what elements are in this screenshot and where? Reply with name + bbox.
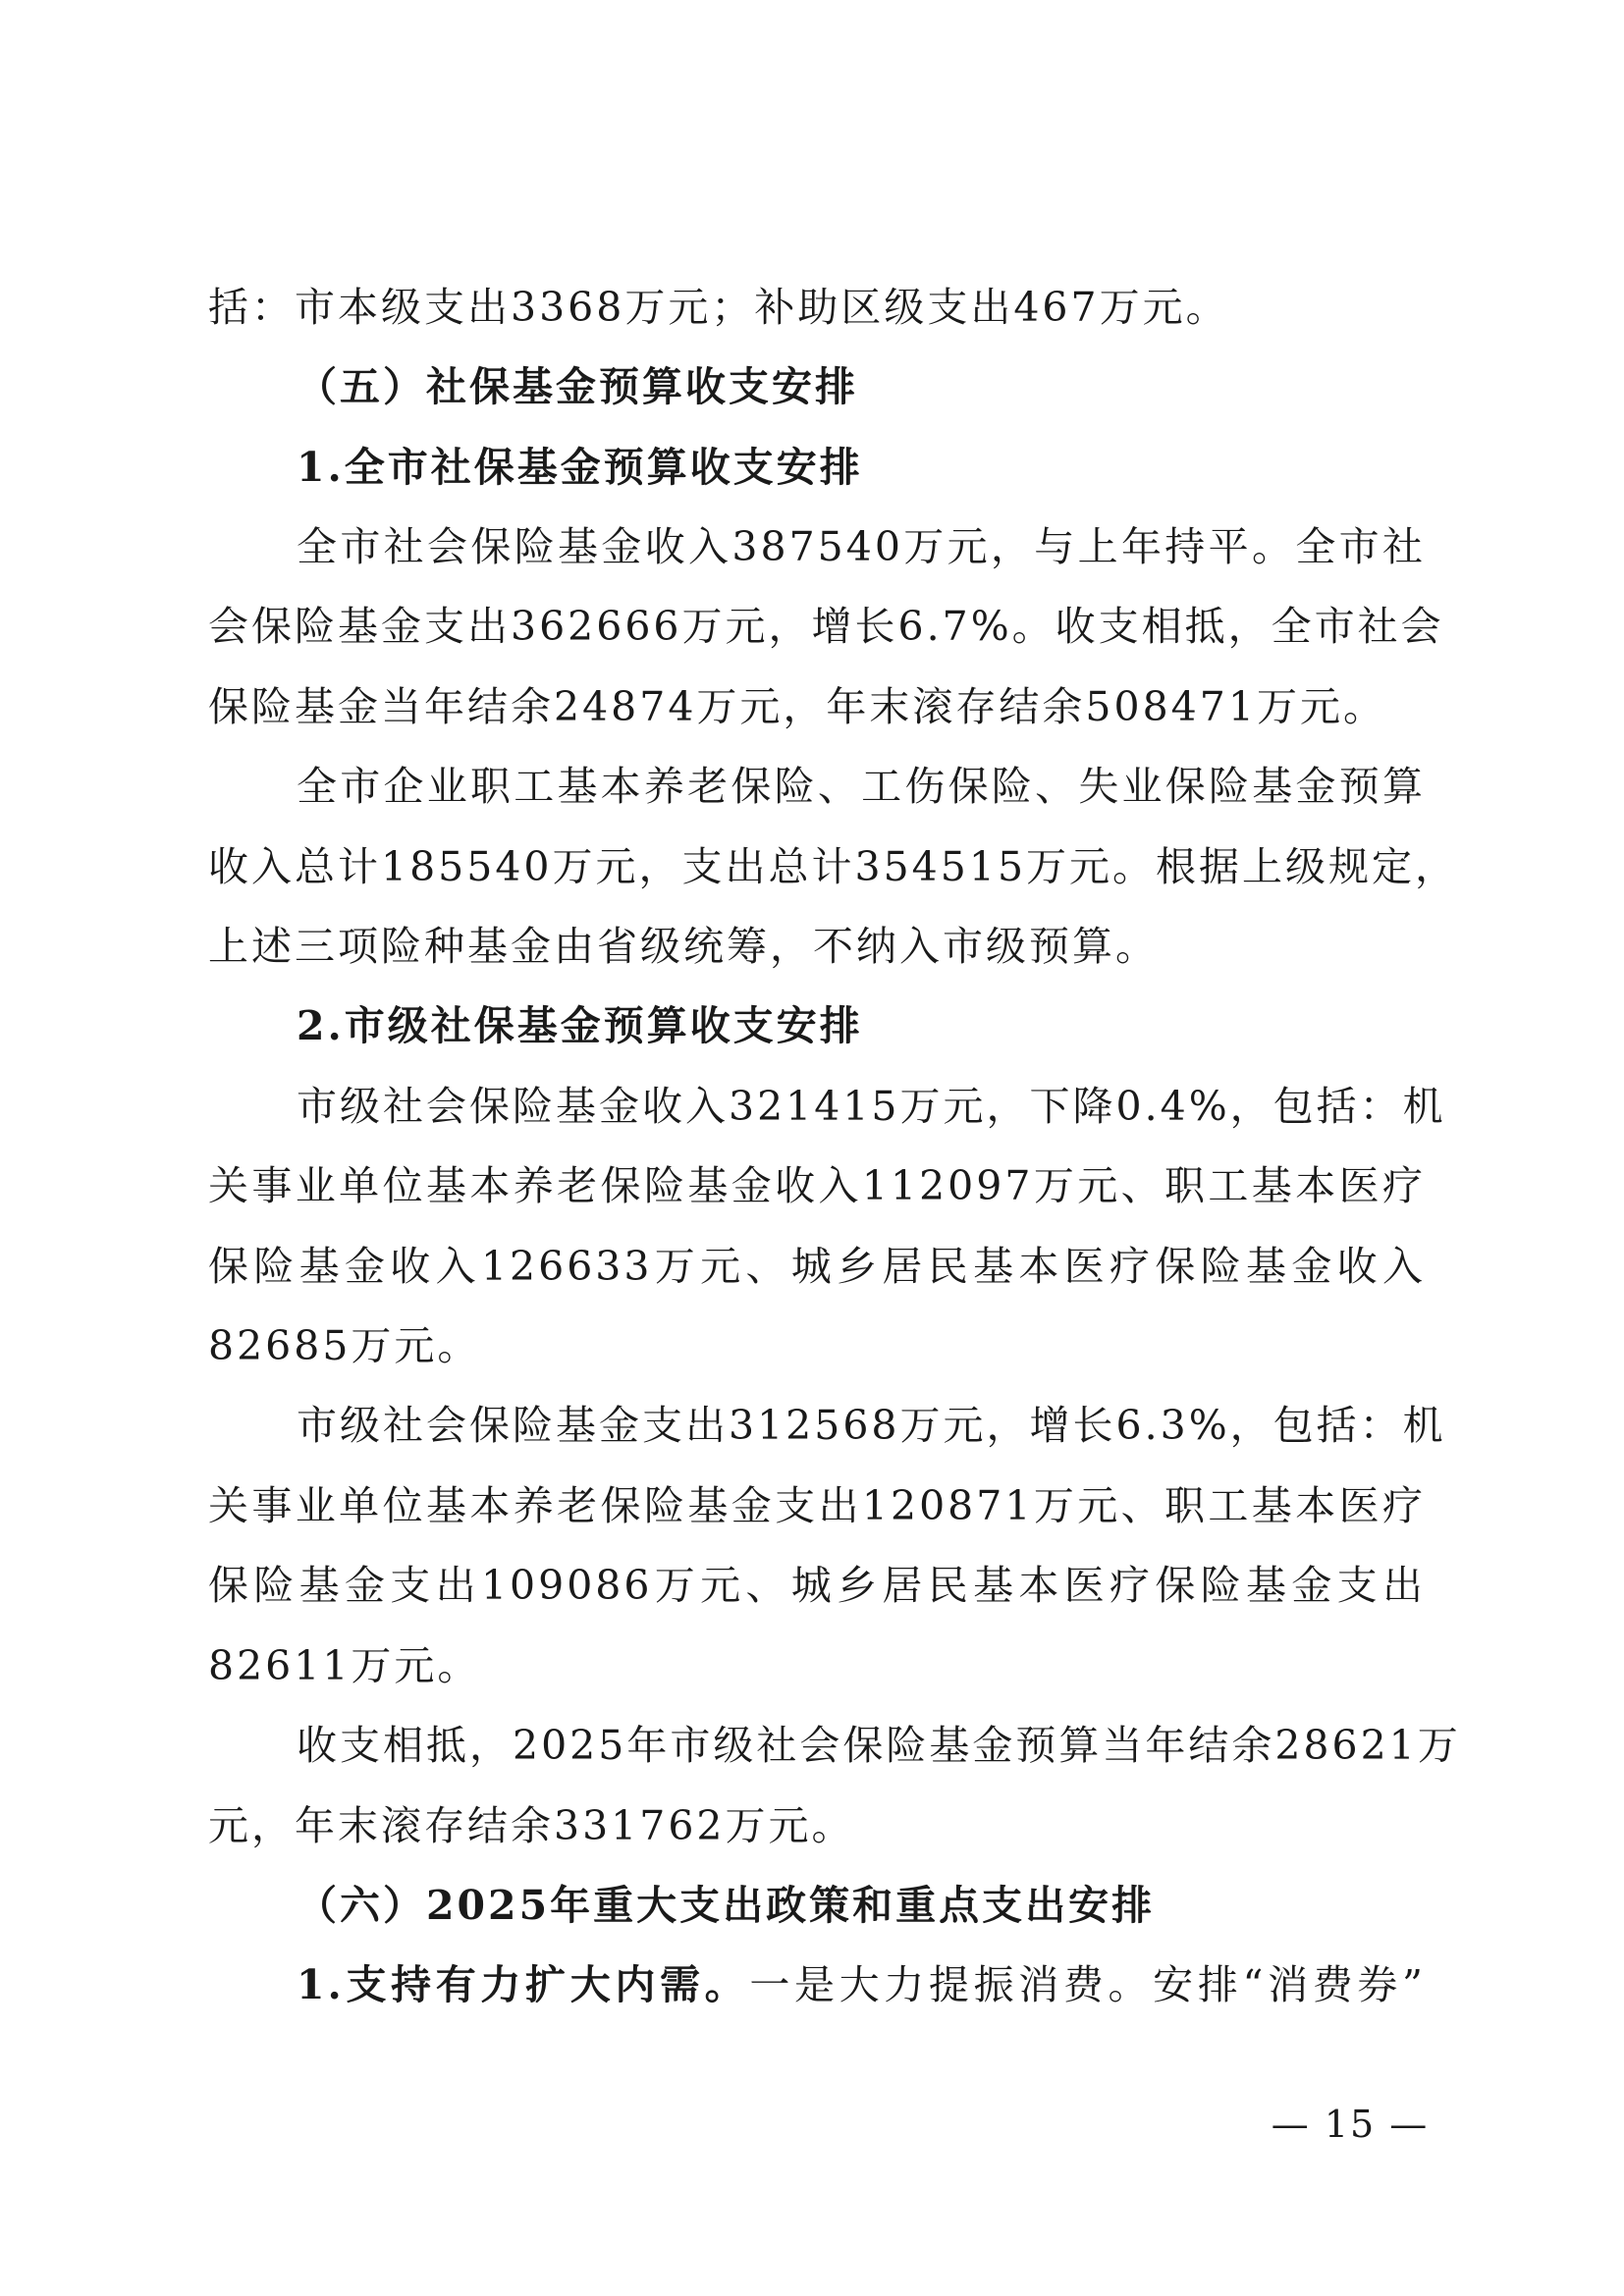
paragraph-line: 全市社会保险基金收入387540万元，与上年持平。全市社 [297, 523, 1426, 570]
paragraph-line: 收入总计185540万元，支出总计354515万元。根据上级规定， [208, 843, 1459, 890]
body-text-line: 括：市本级支出3368万元；补助区级支出467万元。 [208, 284, 1229, 331]
paragraph-line: 关事业单位基本养老保险基金收入112097万元、职工基本医疗 [208, 1162, 1426, 1209]
paragraph-line: 保险基金收入126633万元、城乡居民基本医疗保险基金收入 [208, 1243, 1426, 1290]
paragraph-line: 会保险基金支出362666万元，增长6.7%。收支相抵，全市社会 [208, 603, 1444, 650]
paragraph-line: 上述三项险种基金由省级统筹，不纳入市级预算。 [208, 923, 1159, 970]
item-lead: 一是大力提振消费。 [749, 1961, 1154, 2008]
subsection-heading: 1.全市社保基金预算收支安排 [297, 444, 863, 491]
subsection-heading: 2.市级社保基金预算收支安排 [297, 1002, 863, 1049]
page-number: — 15 — [1271, 2103, 1430, 2146]
paragraph-line [297, 1959, 1426, 2010]
paragraph-line: 市级社会保险基金支出312568万元，增长6.3%，包括：机 [297, 1402, 1446, 1449]
item-heading: 1.支持有力扩大内需。 [297, 1961, 750, 2008]
paragraph-line: 市级社会保险基金收入321415万元，下降0.4%，包括：机 [297, 1083, 1446, 1130]
paragraph-line: 82685万元。 [208, 1322, 481, 1369]
paragraph-line: 全市企业职工基本养老保险、工伤保险、失业保险基金预算 [297, 763, 1426, 810]
paragraph-line: 保险基金支出109086万元、城乡居民基本医疗保险基金支出 [208, 1562, 1426, 1609]
section-heading: （五）社保基金预算收支安排 [297, 363, 858, 410]
paragraph-line: 82611万元。 [208, 1642, 481, 1689]
section-heading: （六）2025年重大支出政策和重点支出安排 [297, 1882, 1156, 1929]
paragraph-line: 关事业单位基本养老保险基金支出120871万元、职工基本医疗 [208, 1482, 1426, 1529]
paragraph-line: 收支相抵，2025年市级社会保险基金预算当年结余28621万 [297, 1722, 1461, 1769]
item-text: 安排“消费券” [1153, 1961, 1426, 2008]
paragraph-line: 保险基金当年结余24874万元，年末滚存结余508471万元。 [208, 683, 1386, 730]
paragraph-line: 元，年末滚存结余331762万元。 [208, 1802, 855, 1849]
